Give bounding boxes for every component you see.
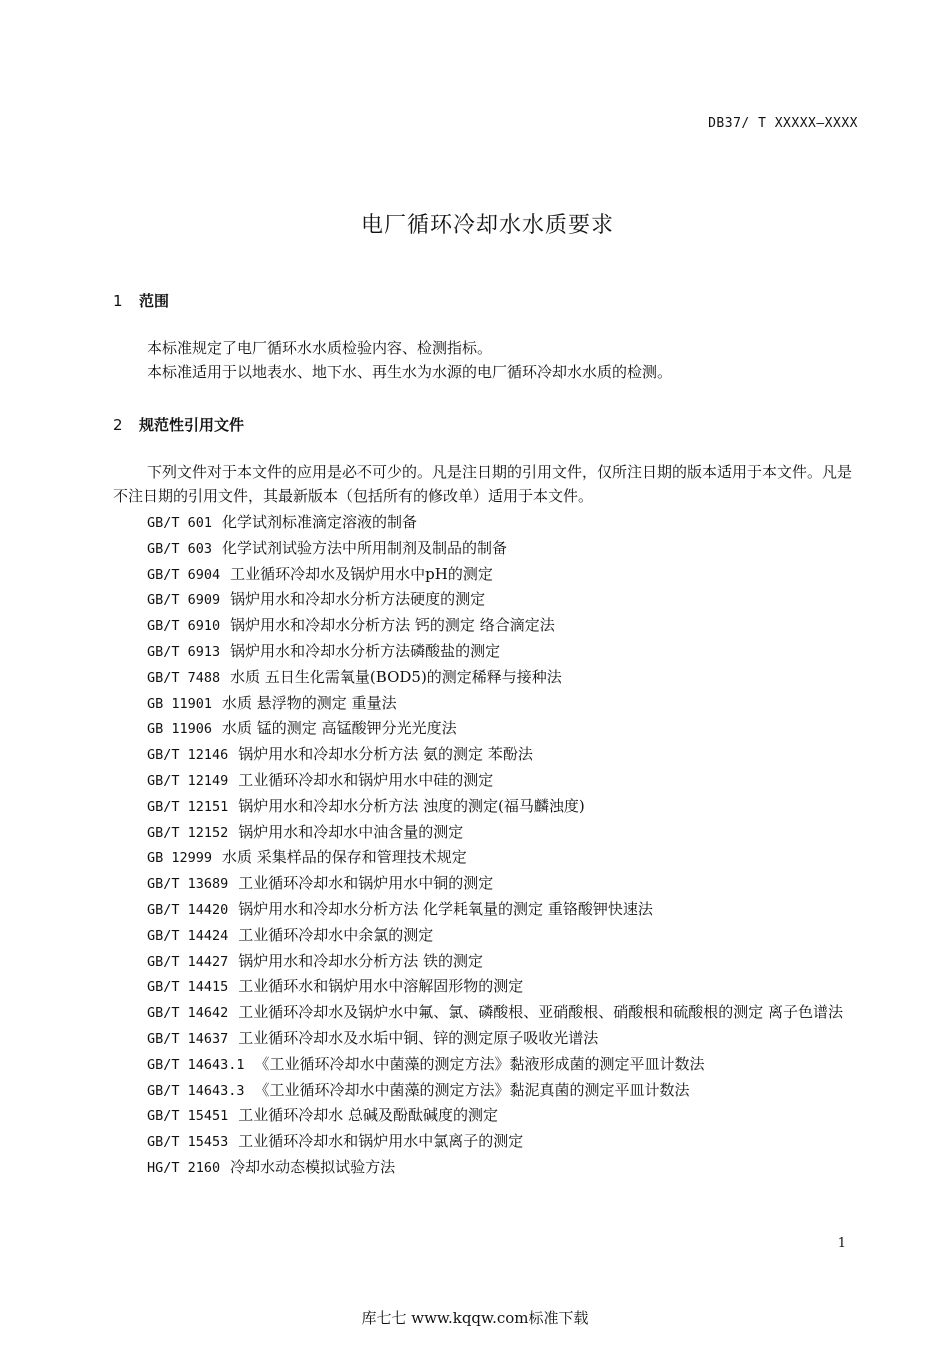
reference-code: GB/T 12146 bbox=[147, 747, 229, 764]
reference-code: GB/T 15451 bbox=[147, 1108, 229, 1125]
scope-paragraph: 本标准规定了电厂循环水水质检验内容、检测指标。 bbox=[147, 339, 493, 357]
reference-item bbox=[113, 923, 861, 949]
reference-title: 工业循环冷却水和锅炉用水中铜的测定 bbox=[238, 874, 494, 893]
reference-code: GB 11901 bbox=[147, 695, 213, 712]
reference-title: 工业循环冷却水和锅炉用水中硅的测定 bbox=[238, 770, 494, 789]
reference-code: GB/T 6910 bbox=[147, 618, 221, 635]
section-2-heading bbox=[113, 414, 244, 435]
reference-title: 锅炉用水和冷却水分析方法 化学耗氧量的测定 重铬酸钾快速法 bbox=[238, 899, 653, 918]
reference-code: GB/T 14427 bbox=[147, 953, 229, 970]
reference-item bbox=[113, 665, 861, 691]
section-1-heading bbox=[113, 290, 169, 311]
reference-title: 锅炉用水和冷却水分析方法硬度的测定 bbox=[230, 590, 486, 609]
reference-code: GB/T 603 bbox=[147, 540, 213, 557]
reference-title: 冷却水动态模拟试验方法 bbox=[230, 1157, 396, 1176]
reference-item bbox=[113, 1078, 861, 1104]
reference-title: 锅炉用水和冷却水分析方法 铁的测定 bbox=[238, 951, 484, 970]
reference-title: 锅炉用水和冷却水分析方法 浊度的测定(福马麟浊度) bbox=[238, 796, 585, 815]
reference-code: GB/T 12149 bbox=[147, 772, 229, 789]
reference-title: 工业循环冷却水及锅炉用水中pH的测定 bbox=[230, 564, 493, 583]
reference-title: 工业循环冷却水及锅炉水中氟、氯、磷酸根、亚硝酸根、硝酸根和硫酸根的测定 离子色谱法 bbox=[238, 1003, 844, 1022]
reference-item bbox=[113, 742, 861, 768]
reference-code: GB/T 14420 bbox=[147, 901, 229, 918]
reference-code: GB/T 14637 bbox=[147, 1030, 229, 1047]
reference-title: 工业循环冷却水和锅炉用水中氯离子的测定 bbox=[238, 1132, 524, 1151]
reference-item bbox=[113, 820, 861, 846]
document-title: 电厂循环冷却水水质要求 bbox=[360, 213, 614, 238]
reference-title: 化学试剂标准滴定溶液的制备 bbox=[222, 513, 418, 531]
section-2-intro bbox=[113, 460, 861, 508]
reference-item bbox=[113, 510, 861, 536]
reference-item bbox=[113, 716, 861, 742]
reference-item bbox=[113, 897, 861, 923]
reference-title: 水质 五日生化需氧量(BOD5)的测定稀释与接种法 bbox=[230, 667, 562, 686]
reference-item bbox=[113, 768, 861, 794]
reference-item bbox=[113, 1103, 861, 1129]
reference-code: GB/T 12152 bbox=[147, 824, 229, 841]
reference-item bbox=[113, 949, 861, 975]
reference-code: GB/T 601 bbox=[147, 515, 213, 531]
page-number: 1 bbox=[837, 1236, 846, 1251]
reference-code: GB/T 6909 bbox=[147, 592, 221, 609]
reference-code: GB/T 14642 bbox=[147, 1005, 229, 1022]
reference-item bbox=[113, 1026, 861, 1052]
reference-code: GB/T 7488 bbox=[147, 669, 221, 686]
document-code: DB37/ T XXXXX—XXXX bbox=[708, 116, 858, 131]
reference-code: GB/T 15453 bbox=[147, 1134, 229, 1151]
reference-item bbox=[113, 1155, 861, 1181]
reference-title: 水质 锰的测定 高锰酸钾分光光度法 bbox=[222, 719, 457, 738]
scope-paragraph: 本标准适用于以地表水、地下水、再生水为水源的电厂循环冷却水水质的检测。 bbox=[147, 363, 673, 381]
reference-item bbox=[113, 845, 861, 871]
section-1-body bbox=[113, 336, 861, 384]
reference-title: 工业循环冷却水中余氯的测定 bbox=[238, 925, 434, 944]
reference-item bbox=[113, 639, 861, 665]
reference-code: GB/T 14415 bbox=[147, 979, 229, 996]
reference-title: 锅炉用水和冷却水中油含量的测定 bbox=[238, 822, 464, 841]
reference-title: 锅炉用水和冷却水分析方法 钙的测定 络合滴定法 bbox=[230, 616, 555, 635]
reference-title: 工业循环水和锅炉用水中溶解固形物的测定 bbox=[238, 977, 524, 996]
reference-item bbox=[113, 1000, 861, 1026]
section-1-title: 范围 bbox=[139, 292, 170, 310]
reference-code: GB/T 12151 bbox=[147, 798, 229, 815]
reference-title: 工业循环冷却水及水垢中铜、锌的测定原子吸收光谱法 bbox=[238, 1028, 599, 1047]
section-1-number: 1 bbox=[113, 292, 123, 310]
reference-item bbox=[113, 1052, 861, 1078]
reference-code: GB/T 6913 bbox=[147, 643, 221, 660]
footer-watermark: 库七七 www.kqqw.com标准下载 bbox=[361, 1309, 589, 1327]
reference-item bbox=[113, 536, 861, 562]
reference-code: GB/T 14424 bbox=[147, 927, 229, 944]
reference-item bbox=[113, 562, 861, 588]
reference-title: 《工业循环冷却水中菌藻的测定方法》黏液形成菌的测定平皿计数法 bbox=[254, 1054, 705, 1073]
reference-title: 化学试剂试验方法中所用制剂及制品的制备 bbox=[222, 538, 508, 557]
reference-item bbox=[113, 1129, 861, 1155]
reference-item bbox=[113, 974, 861, 1000]
reference-item bbox=[113, 794, 861, 820]
reference-code: GB/T 6904 bbox=[147, 566, 221, 583]
reference-title: 水质 采集样品的保存和管理技术规定 bbox=[222, 848, 467, 867]
reference-title: 锅炉用水和冷却水分析方法 氨的测定 苯酚法 bbox=[238, 745, 533, 764]
references-intro-paragraph: 下列文件对于本文件的应用是必不可少的。凡是注日期的引用文件，仅所注日期的版本适用于本文件。凡是不注日期的引用文件，其最新版本（包括所有的修改单）适用于本文件。 bbox=[113, 463, 853, 505]
reference-title: 锅炉用水和冷却水分析方法磷酸盐的测定 bbox=[230, 641, 501, 660]
reference-item bbox=[113, 871, 861, 897]
reference-code: GB/T 14643.1 bbox=[147, 1056, 245, 1073]
reference-title: 工业循环冷却水 总碱及酚酞碱度的测定 bbox=[238, 1106, 499, 1125]
reference-code: GB/T 14643.3 bbox=[147, 1082, 245, 1099]
reference-code: HG/T 2160 bbox=[147, 1159, 221, 1176]
reference-item bbox=[113, 587, 861, 613]
section-2-number: 2 bbox=[113, 416, 123, 434]
reference-item bbox=[113, 613, 861, 639]
reference-item bbox=[113, 691, 861, 717]
reference-title: 水质 悬浮物的测定 重量法 bbox=[222, 693, 397, 712]
reference-list bbox=[113, 510, 861, 1181]
reference-code: GB/T 13689 bbox=[147, 876, 229, 893]
section-2-title: 规范性引用文件 bbox=[139, 416, 245, 434]
reference-code: GB 11906 bbox=[147, 721, 213, 738]
reference-title: 《工业循环冷却水中菌藻的测定方法》黏泥真菌的测定平皿计数法 bbox=[254, 1080, 690, 1099]
reference-code: GB 12999 bbox=[147, 850, 213, 867]
